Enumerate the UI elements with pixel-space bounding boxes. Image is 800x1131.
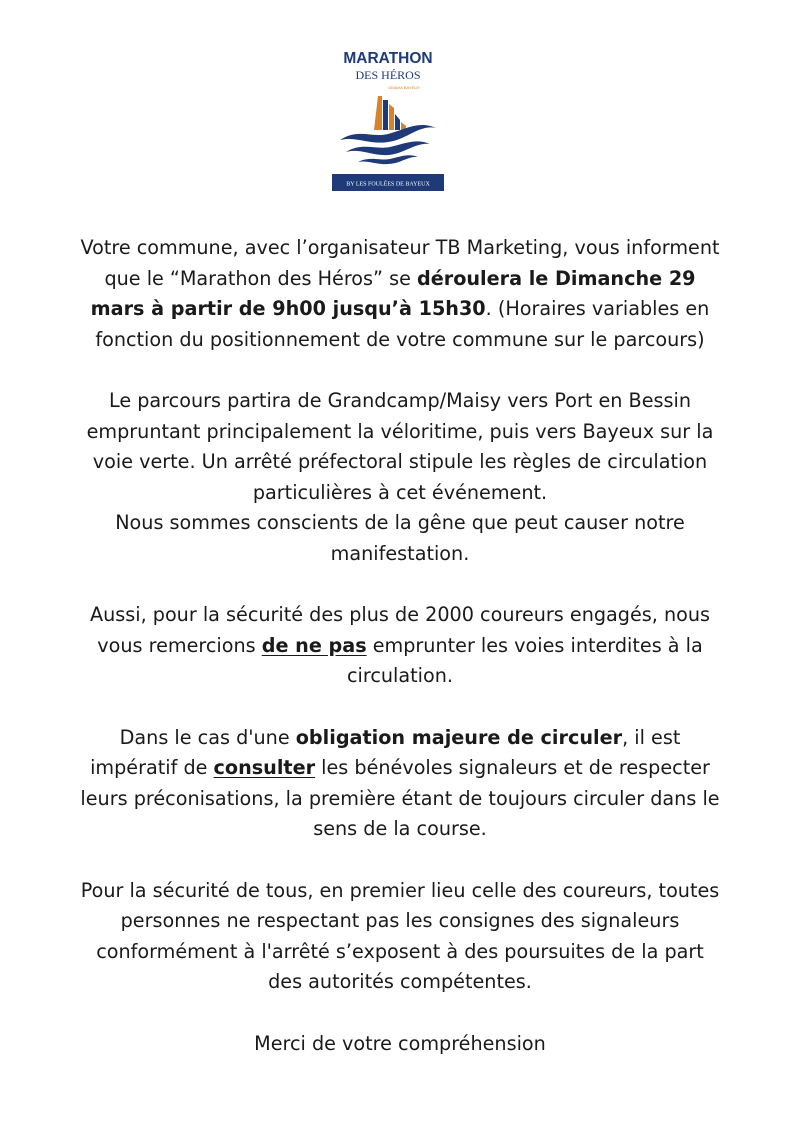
safety-emphasis: de ne pas [261, 633, 367, 657]
safety-text-end: emprunter les voies interdites à la circulation. [347, 633, 703, 687]
logo-bar-3 [389, 104, 394, 130]
paragraph-warning: Pour la sécurité de tous, en premier lieu celle des coureurs, toutes personnes ne respectant pas les consignes des signaleurs conformément à l'arrêté s’exposent à des poursuites de la part des autorités compétentes. [80, 878, 720, 993]
consult-emphasis: consulter [213, 756, 316, 779]
paragraph-route [80, 386, 720, 569]
closing-thanks: Merci de votre compréhension [254, 1031, 546, 1055]
marathon-logo [332, 48, 444, 191]
logo-wave-3 [358, 155, 418, 164]
logo-subtitle: DES HÉROS [355, 68, 421, 82]
announcement-date: déroulera le Dimanche 29 mars à partir de 9h00 jusqu’à 15h30 [90, 266, 696, 320]
logo-bar-1 [374, 96, 382, 130]
logo-wave-2 [346, 141, 430, 155]
logo-bar-2 [383, 100, 388, 130]
obligation-text-end: les bénévoles signaleurs et de respecter leurs préconisations, la première étant de toujours circuler dans le sens de la course. [80, 756, 720, 840]
route-apology: Nous sommes conscients de la gêne que peut causer notre manifestation. [115, 511, 685, 565]
safety-text: Aussi, pour la sécurité des plus de 2000 coureurs engagés, nous vous remercions [89, 603, 711, 657]
announcement-note: . (Horaires variables en fonction du positionnement de votre commune sur le parcours) [95, 297, 710, 351]
route-text: Le parcours partira de Grandcamp/Maisy vers Port en Bessin empruntant principalement la véloritime, puis vers Bayeux sur la voie verte. Un arrêté préfectoral stipule les règles de circulation particulières à cet événement. [86, 389, 714, 504]
announcement-text: Votre commune, avec l’organisateur TB Marketing, vous informent que le “Marathon des Héros” se [80, 236, 720, 290]
logo-title: MARATHON [343, 50, 433, 67]
letter-body [80, 233, 720, 1059]
obligation-text: Dans le cas d'une [119, 725, 296, 749]
logo-tagline: OMAHA BAYEUX [388, 85, 420, 90]
paragraph-safety [80, 600, 720, 692]
paragraph-announcement [80, 233, 720, 355]
logo-bar-4 [395, 114, 400, 130]
paragraph-obligation [80, 723, 720, 845]
obligation-emphasis: obligation majeure de circuler [295, 725, 623, 749]
logo-footer-text: BY LES FOULÉES DE BAYEUX [346, 181, 430, 188]
obligation-text-mid: , il est impératif de [90, 725, 681, 779]
